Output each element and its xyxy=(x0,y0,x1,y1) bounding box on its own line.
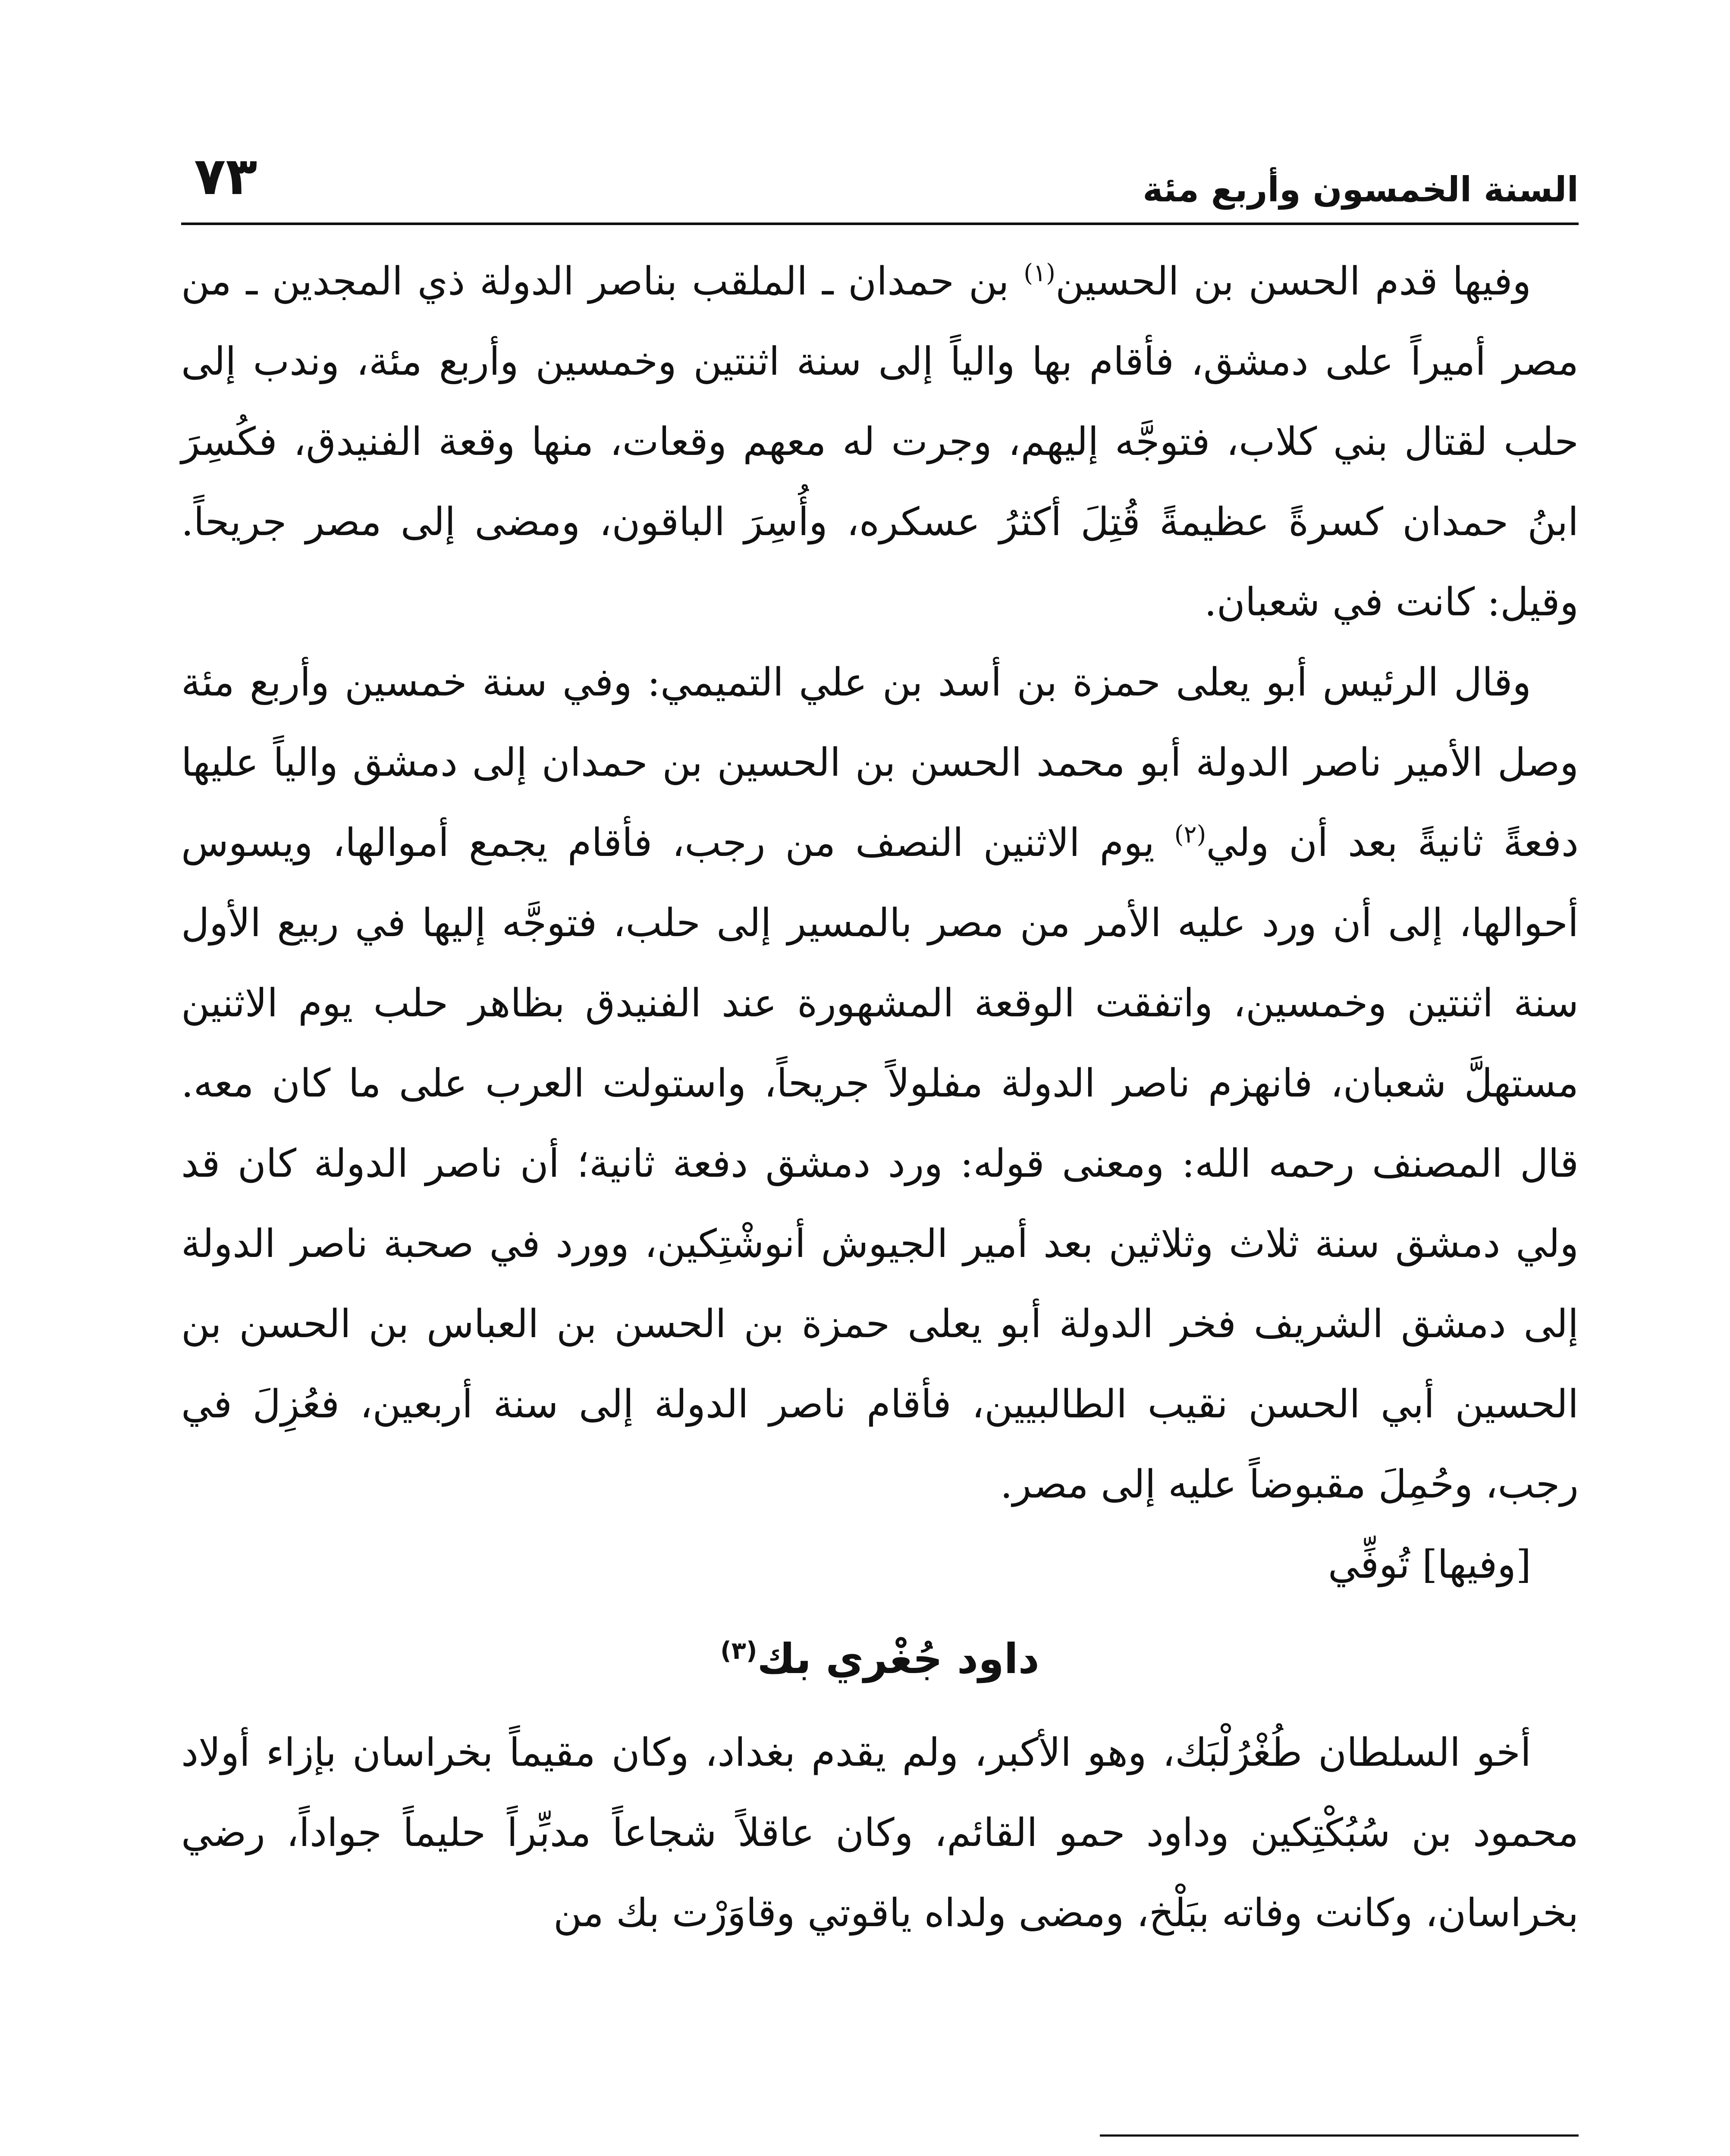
paragraph-3: [وفيها] تُوفِّي xyxy=(1328,1542,1531,1587)
header-divider xyxy=(181,222,1579,225)
footnote-marker-1: (١) xyxy=(1024,259,1056,287)
entry-heading-text: داود جُغْري بك xyxy=(757,1635,1039,1683)
running-title: السنة الخمسون وأربع مئة xyxy=(1143,169,1579,210)
paragraph-4: أخو السلطان طُغْرُلْبَك، وهو الأكبر، ولم يقدم بغداد، وكان مقيماً بخراسان بإزاء أولاد محمود بن سُبُكْتِكين وداود حمو القائم، وكان عاقلاً شجاعاً مدبِّراً حليماً جواداً، رضي بخراسان، وكانت وفاته ببَلْخ، ومضى ولداه ياقوتي وقاوَرْت بك من xyxy=(181,1730,1579,1936)
footnote-marker-3: (٣) xyxy=(720,1637,757,1665)
footnote-marker-2: (٢) xyxy=(1174,821,1206,849)
paragraph-1 xyxy=(181,241,1579,642)
paragraph-1-text-a: وفيها قدم الحسن بن الحسين xyxy=(1055,259,1531,304)
main-text xyxy=(181,241,1579,1953)
running-header xyxy=(181,142,1579,229)
paragraph-2 xyxy=(181,642,1579,1525)
paragraph-2-text-a: وقال الرئيس أبو يعلى حمزة بن أسد بن علي التميمي: وفي سنة خمسين وأربع مئة وصل الأمير ناصر الدولة أبو محمد الحسن بن الحسين بن حمدان إلى دمشق والياً عليها دفعةً ثانيةً بعد أن ولي xyxy=(181,660,1579,865)
paragraph-1-text-b: بن حمدان ـ الملقب بناصر الدولة ذي المجدين ـ من مصر أميراً على دمشق، فأقام بها والياً إلى سنة اثنتين وخمسين وأربع مئة، وندب إلى حلب لقتال بني كلاب، فتوجَّه إليهم، وجرت له معهم وقعات، منها وقعة الفنيدق، فكُسِرَ ابنُ حمدان كسرةً عظيمةً قُتِلَ أكثرُ عسكره، وأُسِرَ الباقون، ومضى إلى مصر جريحاً. وقيل: كانت في شعبان. xyxy=(181,259,1579,625)
paragraph-2-text-b: يوم الاثنين النصف من رجب، فأقام يجمع أموالها، ويسوس أحوالها، إلى أن ورد عليه الأمر من مصر بالمسير إلى حلب، فتوجَّه إليها في ربيع الأول سنة اثنتين وخمسين، واتفقت الوقعة المشهورة عند الفنيدق بظاهر حلب يوم الاثنين مستهلَّ شعبان، فانهزم ناصر الدولة مفلولاً جريحاً، واستولت العرب على ما كان معه. قال المصنف رحمه الله: ومعنى قوله: ورد دمشق دفعة ثانية؛ أن ناصر الدولة كان قد ولي دمشق سنة ثلاث وثلاثين بعد أمير الجيوش أنوشْتِكين، وورد في صحبة ناصر الدولة إلى دمشق الشريف فخر الدولة أبو يعلى حمزة بن الحسن بن العباس بن الحسن بن الحسين أبي الحسن نقيب الطالبيين، فأقام ناصر الدولة إلى سنة أربعين، فعُزِلَ في رجب، وحُمِلَ مقبوضاً عليه إلى مصر. xyxy=(181,820,1579,1507)
footnote-divider xyxy=(1100,2134,1579,2137)
entry-heading xyxy=(181,1614,1579,1704)
page-number: ٧٣ xyxy=(194,147,257,207)
